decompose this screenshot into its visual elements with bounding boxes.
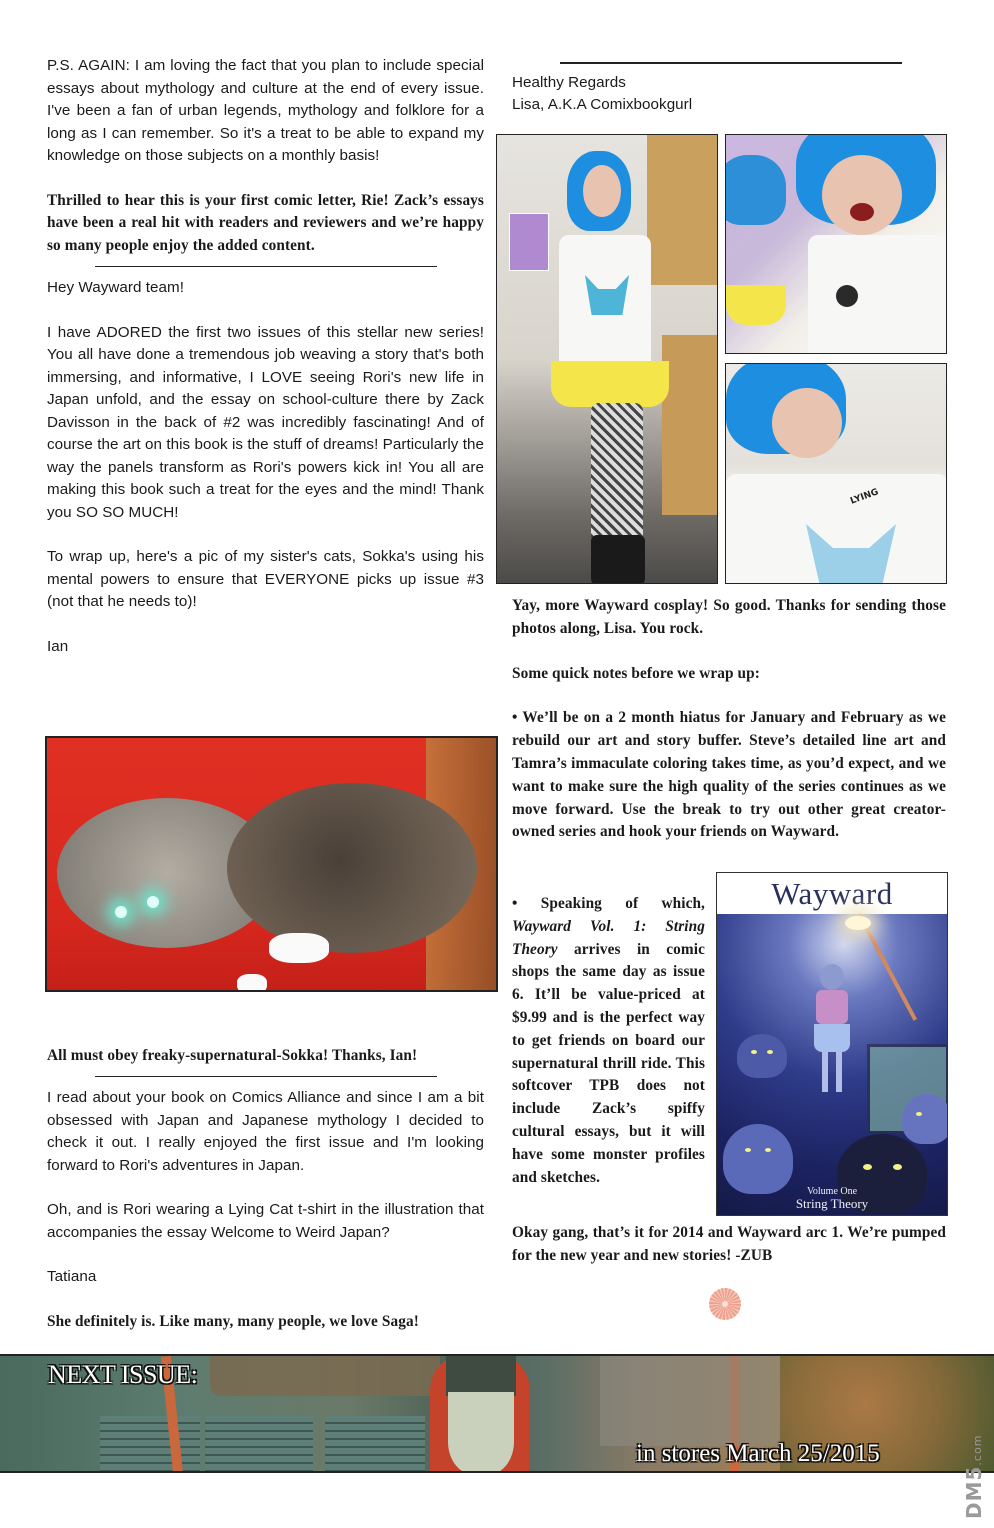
right-column-outro	[512, 1222, 946, 1268]
cat-paw	[269, 933, 329, 963]
cover-title: Wayward	[771, 876, 893, 911]
shutter	[100, 1416, 200, 1473]
watermark-suffix: .com	[971, 1434, 984, 1466]
desk	[662, 335, 718, 515]
leg	[822, 1052, 828, 1092]
cosplay-full-body-photo	[496, 134, 718, 584]
shutter	[325, 1416, 425, 1473]
skirt	[814, 1024, 850, 1052]
right-column-top	[512, 58, 946, 117]
banner-character	[430, 1356, 530, 1473]
editor-reply: Yay, more Wayward cosplay! So good. Thanks for sending those photos along, Lisa. You rock.	[512, 597, 946, 637]
left-column	[47, 55, 484, 658]
tabby-cat	[227, 783, 477, 953]
letter-signature: Tatiana	[47, 1268, 97, 1286]
note-prefix: • Speaking of which,	[512, 895, 705, 912]
glowing-eye-icon	[147, 896, 159, 908]
letter-greeting: Hey Wayward team!	[47, 279, 185, 297]
face	[583, 165, 621, 217]
site-watermark	[958, 1415, 988, 1520]
outro-text: Okay gang, that’s it for 2014 and Wayward arc 1. We’re pumped for the new year and new stories! -ZUB	[512, 1224, 946, 1264]
next-issue-banner	[0, 1354, 994, 1473]
letter-wrap-up: To wrap up, here's a pic of my sister's cats, Sokka's using his mental powers to ensure that EVERYONE picks up issue #3 (not that he needs to)!	[47, 548, 484, 611]
note-rest: arrives in comic shops the same day as issue 6. It’ll be value-priced at $9.99 and is the perfect way to get friends on board our supernatural thrill ride. This softcover TPB does not include Zack’s spiffy cultural essays, but it will have some monster profiles and sketches.	[512, 940, 705, 1186]
letter-closing: Healthy Regards	[512, 73, 626, 91]
editor-reply: She definitely is. Like many, many people, we love Saga!	[47, 1312, 419, 1330]
release-date: in stores March 25/2015	[636, 1440, 880, 1467]
face	[448, 1392, 514, 1473]
cover-character	[812, 964, 852, 1094]
note-tpb-text	[512, 893, 705, 1189]
awning	[210, 1356, 440, 1396]
wall	[600, 1356, 780, 1446]
editor-reply: Thrilled to hear this is your first comic letter, Rie! Zack’s essays have been a real hit with readers and reviewers and we’re happy so many people enjoy the added content.	[47, 191, 484, 255]
chrysanthemum-ornament-icon	[709, 1288, 741, 1320]
comic-character-hair	[725, 155, 786, 225]
pendant	[836, 285, 858, 307]
divider	[95, 266, 437, 268]
book-cover	[716, 872, 948, 1216]
watermark-brand: DM5	[962, 1465, 986, 1519]
head	[820, 964, 844, 990]
shutter	[205, 1416, 313, 1473]
next-issue-heading: NEXT ISSUE:	[48, 1360, 198, 1389]
cat-figure	[737, 1034, 787, 1078]
glowing-eye-icon	[115, 906, 127, 918]
cover-name: String Theory	[795, 1196, 869, 1211]
letter-body: I read about your book on Comics Alliance and since I am a bit obsessed with Japan and Japanese mythology I decided to check it out. I really enjoyed the first issue and I'm looking forward to Rori's adventures in Japan.	[47, 1089, 484, 1174]
bangs	[446, 1356, 516, 1396]
cosplay-vampire-fangs-photo	[725, 134, 947, 354]
yellow-skirt	[551, 361, 669, 407]
divider	[95, 1076, 437, 1078]
cat-paw	[237, 974, 267, 992]
cover-volume: Volume One	[806, 1186, 858, 1197]
cosplay-lying-cat-shirt-photo	[725, 363, 947, 584]
letter-ps-paragraph: P.S. AGAIN: I am loving the fact that you plan to include special essays about mythology and culture at the end of every issue. I've been a fan of urban legends, mythology and folklore for a long as I can remember. So it's a treat to be able to expand my knowledge on those subjects on a monthly basis!	[47, 57, 484, 164]
boots	[591, 535, 645, 584]
lamp-post	[857, 913, 917, 1021]
face	[822, 155, 902, 235]
shirt	[808, 235, 947, 354]
book-title: Wayward Vol. 1: String Theory	[512, 917, 705, 958]
note-hiatus: • We’ll be on a 2 month hiatus for January and February as we rebuild our art and story buffer. Steve’s detailed line art and Tamra’s immaculate coloring takes time, as you’d expect, and we want to make sure the high quality of the series continues as we move forward. Use the break to try out other great creator-owned series and hook your friends on Wayward.	[512, 709, 946, 841]
cabinet	[647, 135, 718, 285]
letter-signature: Lisa, A.K.A Comixbookgurl	[512, 96, 693, 113]
right-column-middle	[512, 595, 946, 844]
leg	[836, 1052, 842, 1092]
comic-character-skirt	[726, 285, 786, 325]
patterned-leggings	[591, 403, 643, 543]
street-light	[845, 916, 871, 930]
face	[772, 388, 842, 458]
letter-signature: Ian	[47, 637, 69, 655]
open-mouth	[850, 203, 874, 221]
cat-figure	[723, 1124, 793, 1194]
notes-intro: Some quick notes before we wrap up:	[512, 664, 760, 682]
pink-top	[816, 990, 848, 1024]
shirt-speech-bubble: LYING	[849, 487, 880, 507]
cat-photo	[45, 736, 498, 992]
cat-figure	[902, 1094, 948, 1144]
divider	[560, 62, 902, 64]
editor-reply: All must obey freaky-supernatural-Sokka! Thanks, Ian!	[47, 1047, 418, 1064]
cosplay-photo-collage	[496, 134, 948, 584]
letter-question: Oh, and is Rori wearing a Lying Cat t-shirt in the illustration that accompanies the essay Welcome to Weird Japan?	[47, 1201, 484, 1241]
cover-art	[717, 914, 947, 1216]
letter-body: I have ADORED the first two issues of this stellar new series! You all have done a tremendous job weaving a story that's both immersing, and informative, I LOVE seeing Rori's new life in Japan unfold, and the essay on school-culture there by Zack Davisson in the back of #2 was incredibly fascinating! And of course the art on this book is the stuff of dreams! Particularly the way the panels transform as Rori's powers kick in! You all are making this book such a treat for the eyes and the mind! Thank you SO SO MUCH!	[47, 323, 484, 521]
left-column-lower	[47, 1045, 484, 1334]
cover-subtitle	[717, 1186, 947, 1211]
note-tpb	[512, 893, 705, 1189]
comic-book	[509, 213, 549, 271]
